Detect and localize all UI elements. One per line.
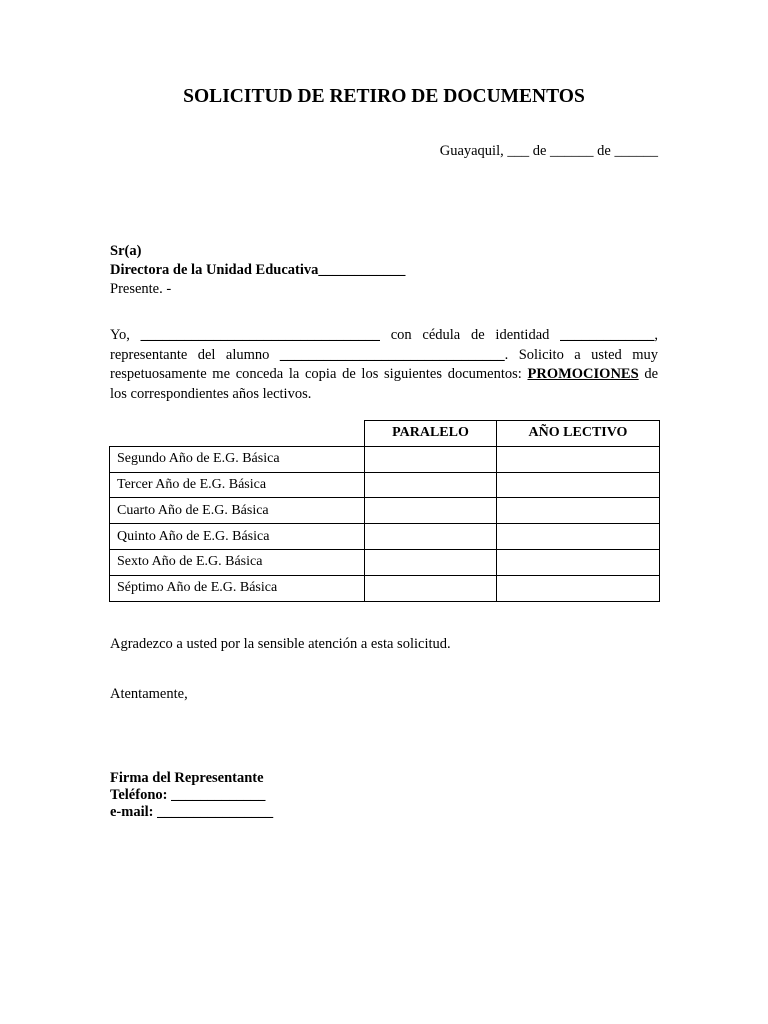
presente: Presente. - <box>110 281 172 297</box>
anio-cell[interactable] <box>497 446 660 472</box>
grade-cell: Segundo Año de E.G. Básica <box>110 446 365 472</box>
anio-cell[interactable] <box>497 549 660 575</box>
table-row <box>110 549 660 575</box>
position-label: Directora de la Unidad Educativa <box>110 262 319 278</box>
header-blank <box>110 421 365 447</box>
cedula-blank: _____________ <box>560 327 655 343</box>
paralelo-cell[interactable] <box>365 498 497 524</box>
paralelo-cell[interactable] <box>365 472 497 498</box>
table-row <box>110 498 660 524</box>
addressee-position <box>110 261 405 280</box>
closing-text: Atentamente, <box>110 686 188 702</box>
tail-text: de los correspondientes años lectivos. <box>110 366 659 402</box>
position-blank: ____________ <box>318 262 406 278</box>
date-line: Guayaquil, ___ de ______ de ______ <box>439 143 658 159</box>
salutation: Sr(a) <box>110 243 142 259</box>
anio-cell[interactable] <box>497 524 660 550</box>
signature-block <box>110 770 273 821</box>
grade-cell: Séptimo Año de E.G. Básica <box>110 575 365 601</box>
comma: , <box>654 327 659 343</box>
grade-cell: Cuarto Año de E.G. Básica <box>110 498 365 524</box>
anio-cell[interactable] <box>497 472 660 498</box>
telefono-blank: _____________ <box>171 787 266 803</box>
table-row <box>110 524 660 550</box>
table-row <box>110 446 660 472</box>
thanks-text: Agradezco a usted por la sensible atención a esta solicitud. <box>110 636 451 652</box>
email-line <box>110 804 273 821</box>
header-anio-lectivo: AÑO LECTIVO <box>497 421 660 447</box>
table-header-row <box>110 421 660 447</box>
grade-cell: Tercer Año de E.G. Básica <box>110 472 365 498</box>
paralelo-cell[interactable] <box>365 524 497 550</box>
grade-cell: Quinto Año de E.G. Básica <box>110 524 365 550</box>
signature-label: Firma del Representante <box>110 770 264 786</box>
grade-cell: Sexto Año de E.G. Básica <box>110 549 365 575</box>
table-row <box>110 472 660 498</box>
telefono-label: Teléfono: <box>110 787 168 803</box>
paralelo-cell[interactable] <box>365 446 497 472</box>
request-text: . Solicito a usted muy respetuosamente me conceda la copia de los siguientes documentos: <box>110 346 659 382</box>
email-blank: ________________ <box>157 804 274 820</box>
cedula-text: con cédula de identidad <box>390 327 550 343</box>
anio-cell[interactable] <box>497 498 660 524</box>
representante-text: representante del alumno <box>110 346 270 363</box>
anio-cell[interactable] <box>497 575 660 601</box>
telefono-line <box>110 787 273 804</box>
paralelo-cell[interactable] <box>365 575 497 601</box>
addressee-block <box>110 242 405 299</box>
paralelo-cell[interactable] <box>365 549 497 575</box>
email-label: e-mail: <box>110 804 154 820</box>
yo-text: Yo, <box>110 327 130 343</box>
student-blank: _______________________________ <box>279 346 505 363</box>
header-paralelo: PARALELO <box>365 421 497 447</box>
table-row <box>110 575 660 601</box>
documents-table <box>109 420 660 602</box>
document-title: SOLICITUD DE RETIRO DE DOCUMENTOS <box>183 86 585 107</box>
name-blank: _________________________________ <box>140 327 380 343</box>
documents-emphasis: PROMOCIONES <box>527 366 639 382</box>
request-paragraph <box>110 326 658 404</box>
